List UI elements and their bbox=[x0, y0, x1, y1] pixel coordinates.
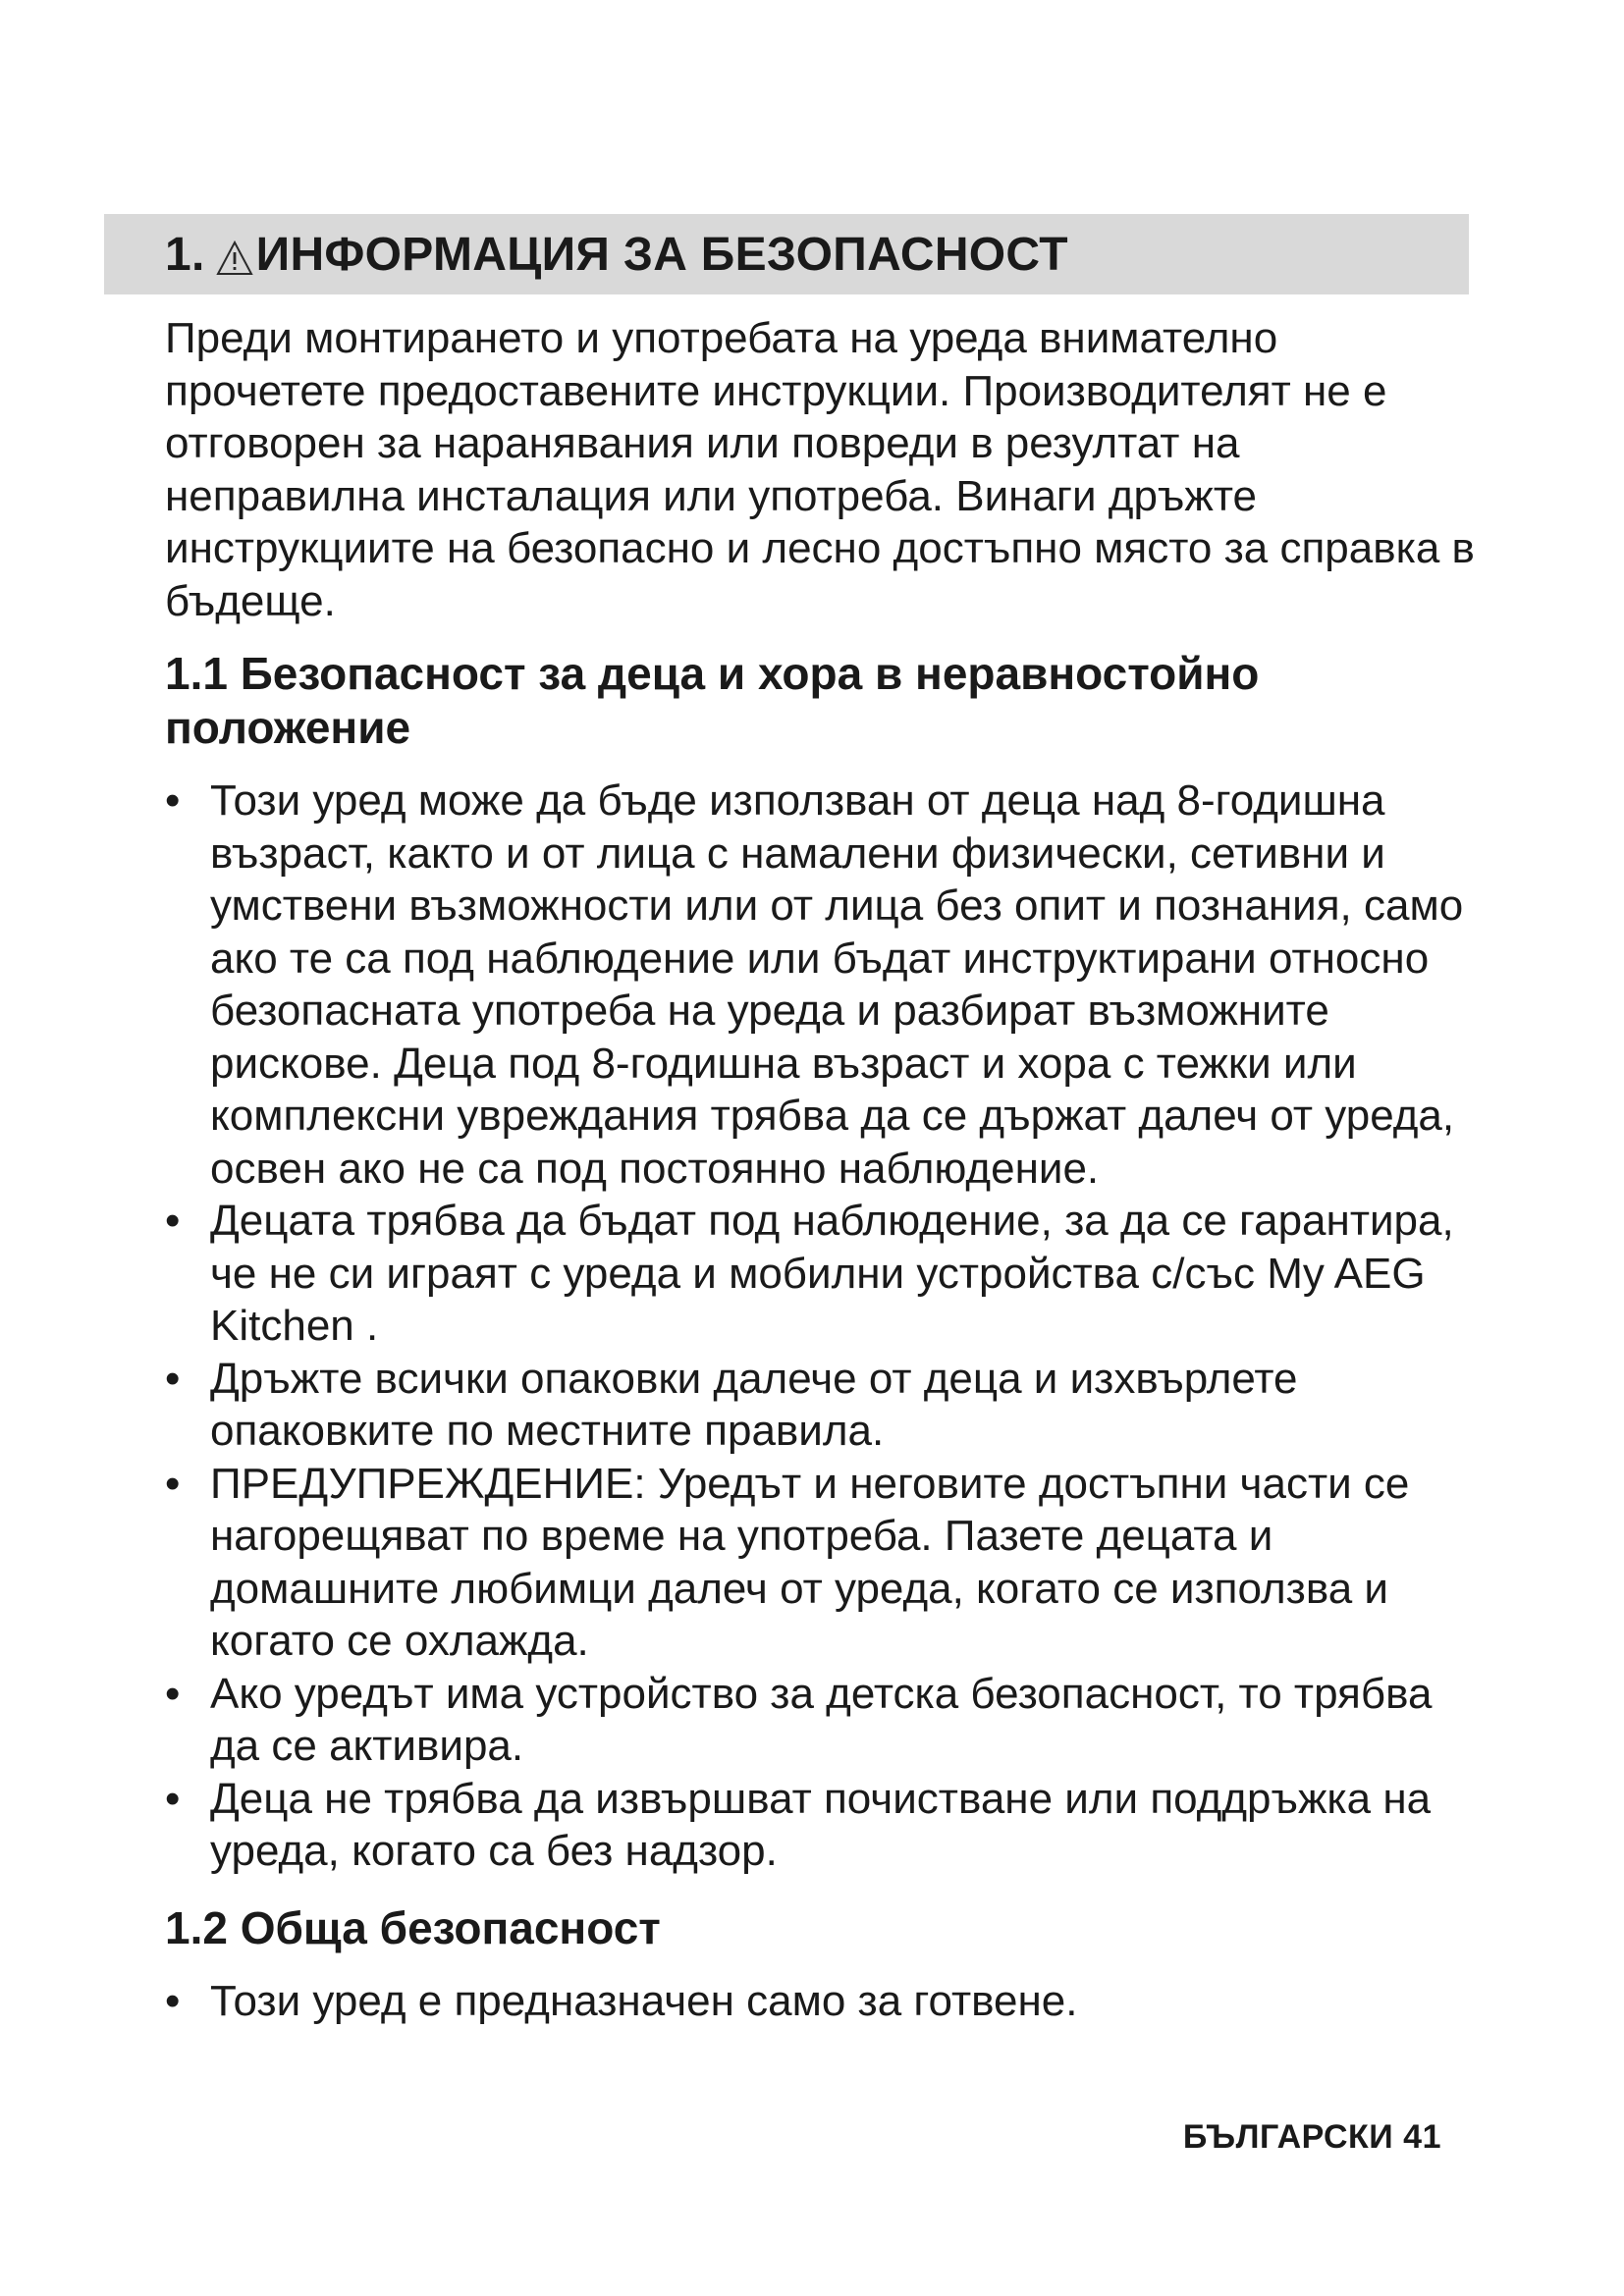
section-number: 1. bbox=[165, 229, 205, 281]
list-item bbox=[165, 1773, 1481, 1878]
intro-paragraph: Преди монтирането и употребата на уреда внимателно прочетете предоставените инструкции. Производителят не е отговорен за наранявания или повреди в резултат на неправилна инсталация или употреба. Винаги дръжте инструкциите на безопасно и лесно достъпно място за справка в бъдеще. bbox=[165, 314, 1475, 625]
list-item-text: Този уред е предназначен само за готвене. bbox=[210, 1976, 1078, 2025]
bullet-marker: • bbox=[165, 1354, 181, 1403]
subsection-heading-1-2: 1.2 Обща безопасност bbox=[165, 1901, 661, 1953]
section-title-text: ИНФОРМАЦИЯ ЗА БЕЗОПАСНОСТ bbox=[255, 229, 1068, 281]
bullet-marker: • bbox=[165, 776, 181, 825]
page-footer-language-page-number: БЪЛГАРСКИ 41 bbox=[1182, 2118, 1441, 2156]
bullet-list-1-2 bbox=[165, 1975, 1481, 2028]
list-item-text: Този уред може да бъде използван от деца над 8-годишна възраст, както и от лица с намалени физически, сетивни и умствени възможности или от лица без опит и познания, само ако те са под наблюдение или бъдат инструктирани относно безопасната употреба на уреда и разбират възможните рискове. Деца под 8-годишна възраст и хора с тежки или комплексни увреждания трябва да се държат далеч от уреда, освен ако не са под постоянно наблюдение. bbox=[210, 776, 1464, 1193]
list-item-text: Децата трябва да бъдат под наблюдение, за да се гарантира, че не си играят с уреда и мобилни устройства с/със My AEG Kitchen . bbox=[210, 1197, 1454, 1350]
bullet-marker: • bbox=[165, 1197, 181, 1245]
bullet-list-1-1 bbox=[165, 774, 1481, 1878]
document-body bbox=[165, 312, 1481, 2027]
list-item bbox=[165, 1353, 1481, 1458]
list-item bbox=[165, 1668, 1481, 1773]
list-item bbox=[165, 774, 1481, 1195]
list-item-text: Деца не трябва да извършват почистване или поддръжка на уреда, когато са без надзор. bbox=[210, 1774, 1432, 1875]
bullet-marker: • bbox=[165, 1774, 181, 1823]
list-item bbox=[165, 1195, 1481, 1353]
list-item-text: Ако уредът има устройство за детска безопасност, то трябва да се активира. bbox=[210, 1669, 1433, 1770]
list-item bbox=[165, 1975, 1481, 2028]
warning-triangle-icon bbox=[215, 235, 254, 272]
list-item-text: ПРЕДУПРЕЖДЕНИЕ: Уредът и неговите достъпни части се нагорещяват по време на употреба. Пазете децата и домашните любимци далеч от уреда, когато се използва и когато се охлажда. bbox=[210, 1459, 1410, 1665]
list-item-text: Дръжте всички опаковки далече от деца и изхвърлете опаковките по местните правила. bbox=[210, 1354, 1298, 1455]
bullet-marker: • bbox=[165, 1459, 181, 1508]
list-item bbox=[165, 1458, 1481, 1668]
bullet-marker: • bbox=[165, 1669, 181, 1718]
subsection-heading-1-1: 1.1 Безопасност за деца и хора в неравностойно положение bbox=[165, 648, 1260, 753]
section-title bbox=[165, 228, 1068, 283]
bullet-marker: • bbox=[165, 1976, 181, 2025]
